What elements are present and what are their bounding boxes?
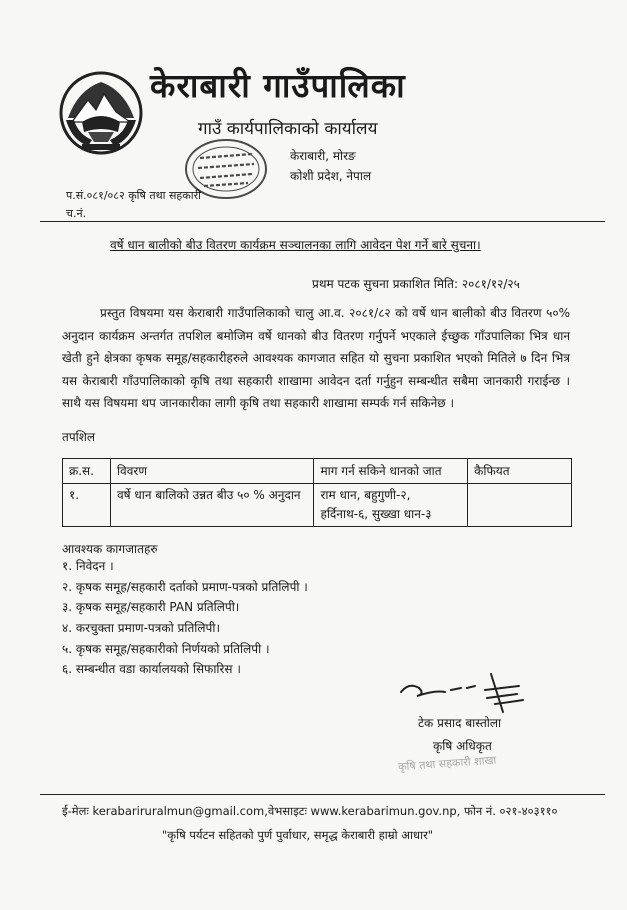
column-header-remarks: कैफियत <box>468 459 572 484</box>
footer-divider <box>40 794 605 795</box>
list-item: ४. करचुक्ता प्रमाण-पत्रको प्रतिलिपी। <box>62 621 220 636</box>
reference-number: प.सं.०८१/०८२ कृषि तथा सहकारी <box>66 189 201 202</box>
details-table <box>62 458 572 527</box>
list-item: १. निवेदन । <box>62 559 114 573</box>
details-label: तपशिल <box>62 430 96 444</box>
table-header-row <box>63 459 572 484</box>
header-divider <box>40 221 605 222</box>
cell-sn: १. <box>63 484 111 527</box>
documents-list <box>62 556 308 680</box>
address-block <box>290 146 371 186</box>
address-line-2: कोशी प्रदेश, नेपाल <box>290 169 372 183</box>
list-item: २. कृषक समूह/सहकारी दर्ताको प्रमाण-पत्रको प्रतिलिपी । <box>62 579 308 594</box>
footer-slogan: "कृषि पर्यटन सहितको पुर्ण पुर्वाधार, समृद्ध केराबारी हाम्रो आधार" <box>162 828 434 842</box>
office-subtitle: गाउँ कार्यपालिकाको कार्यालय <box>198 119 378 139</box>
column-header-varieties: माग गर्न सकिने धानको जात <box>314 459 468 484</box>
notice-body: प्रस्तुत विषयमा यस केराबारी गाउँपालिकाको चालु आ.व. २०८१/८२ को वर्षे धान बालीको बीउ वितरण ५०% अनुदान कार्यक्रम अन्तर्गत तपशिल बमोजिम वर्षे धानको बीउ वितरण गर्नुपर्ने भएकाले ईच्छुक गाँउपालिका भित्र धान खेती हुने क्षेत्रका कृषक समूह/सहकारीहरुले आवश्यक कागजात सहित यो सुचना प्रकाशित भएको मितिले ७ दिन भित्र यस केराबारी गाँउपालिकाको कृषि तथा सहकारी शाखामा आवेदन दर्ता गर्नुहुन सम्बन्धीत सबैमा जानकारी गराईन्छ । साथै यस विषयमा थप जानकारीका लागी कृषि तथा सहकारी शाखामा सम्पर्क गर्न सकिनेछ । <box>62 306 570 411</box>
column-header-description: विवरण <box>110 459 314 484</box>
list-item: ३. कृषक समूह/सहकारी PAN प्रतिलिपी। <box>62 600 240 615</box>
documents-title: आवश्यक कागजातहरु <box>62 542 158 556</box>
signature-icon <box>395 668 535 718</box>
column-header-sn: क्र.स. <box>63 459 111 484</box>
list-item: ६. सम्बन्धीत वडा कार्यालयको सिफारिस । <box>62 662 241 677</box>
address-line-1: केराबारी, मोरङ <box>290 149 356 163</box>
dispatch-number: च.नं. <box>66 207 87 220</box>
cell-remarks <box>468 484 572 527</box>
cell-description: वर्षे धान बालिको उन्नत बीउ ५० % अनुदान <box>110 484 314 527</box>
list-item: ५. कृषक समूह/सहकारीको निर्णयको प्रतिलिपी । <box>62 641 270 656</box>
footer-contact: ई-मेलः kerabariruralmun@gmail.com,वेभसाइटः www.kerabarimun.gov.np, फोन नं. ०२१-४०३११० <box>62 804 558 818</box>
signer-position: कृषि अधिकृत <box>433 739 492 753</box>
signature-stamp-text: कृषि तथा सहकारी शाखा <box>397 753 497 774</box>
table-row <box>63 484 572 527</box>
cell-varieties: राम धान, बहुगुणी-२, हर्दिनाथ-६, सुख्खा धान-३ <box>314 484 468 527</box>
notice-subject: वर्षे धान बालीको बीउ वितरण कार्यक्रम सञ्चालनका लागि आवेदन पेश गर्ने बारे सुचना। <box>110 238 481 252</box>
nepal-emblem-icon <box>58 70 144 156</box>
published-date: प्रथम पटक सुचना प्रकाशित मिति: २०८१/१२/२५ <box>312 277 520 291</box>
signer-name: टेक प्रसाद बास्तोला <box>418 716 502 730</box>
page-title: केराबारी गाउँपालिका <box>150 66 406 105</box>
